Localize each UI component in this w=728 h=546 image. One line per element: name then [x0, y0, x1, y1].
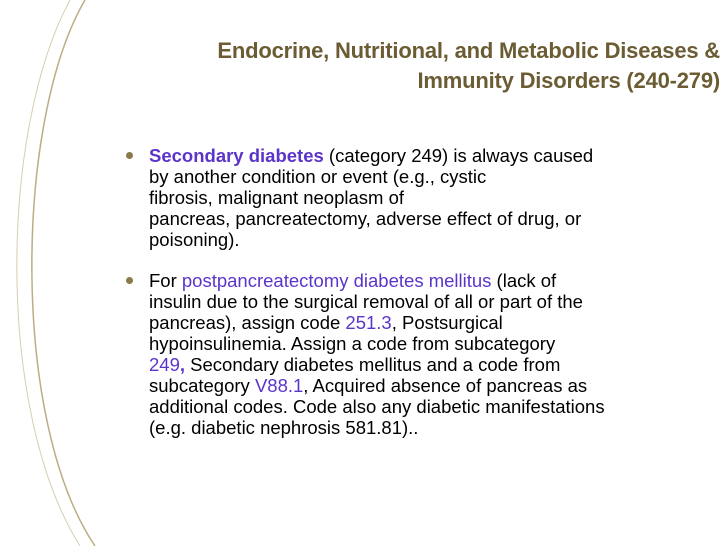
text-line — [149, 270, 725, 291]
text-line — [149, 333, 725, 354]
text-segment: additional codes. Code also any diabetic manifestations — [149, 396, 605, 417]
text-line — [149, 208, 725, 229]
text-segment: , Postsurgical — [391, 312, 503, 333]
title-line-1: Endocrine, Nutritional, and Metabolic Diseases & — [217, 38, 720, 63]
highlighted-term: Secondary diabetes — [149, 145, 324, 166]
text-segment: pancreas, pancreatectomy, adverse effect of drug, or — [149, 208, 582, 229]
text-line — [149, 375, 725, 396]
text-line — [149, 417, 725, 438]
text-segment: insulin due to the surgical removal of all or part of the — [149, 291, 583, 312]
text-line — [149, 145, 725, 166]
title-line-2: Immunity Disorders (240-279) — [417, 68, 720, 93]
bullet-item — [125, 145, 725, 250]
text-segment: , Acquired absence of pancreas as — [303, 375, 588, 396]
text-segment: by another condition or event (e.g., cystic — [149, 166, 487, 187]
bullet-dot-icon — [126, 277, 133, 284]
highlighted-term: 251.3 — [345, 312, 392, 333]
decorative-curve — [0, 0, 130, 546]
text-segment: fibrosis, malignant neoplasm of — [149, 187, 405, 208]
text-segment: hypoinsulinemia. Assign a code from subcategory — [149, 333, 556, 354]
highlighted-term: V88.1 — [254, 375, 304, 396]
text-line — [149, 312, 725, 333]
text-line — [149, 354, 725, 375]
text-segment: (category 249) is always caused — [323, 145, 594, 166]
text-line — [149, 291, 725, 312]
text-segment: Secondary diabetes mellitus and a code from — [185, 354, 561, 375]
text-segment: poisoning). — [149, 229, 240, 250]
text-segment: For — [149, 270, 182, 291]
text-line — [149, 229, 725, 250]
slide-title — [135, 36, 720, 96]
highlighted-term: 249 — [149, 354, 180, 375]
text-segment: subcategory — [149, 375, 255, 396]
highlighted-term: , — [179, 354, 186, 375]
text-line — [149, 166, 725, 187]
bullet-list — [125, 145, 725, 458]
text-segment: (lack of — [491, 270, 557, 291]
text-line — [149, 187, 725, 208]
highlighted-term: postpancreatectomy diabetes mellitus — [181, 270, 492, 291]
bullet-dot-icon — [126, 152, 133, 159]
bullet-item — [125, 270, 725, 438]
text-line — [149, 396, 725, 417]
text-segment: (e.g. diabetic nephrosis 581.81).. — [149, 417, 419, 438]
text-segment: pancreas), assign code — [149, 312, 346, 333]
